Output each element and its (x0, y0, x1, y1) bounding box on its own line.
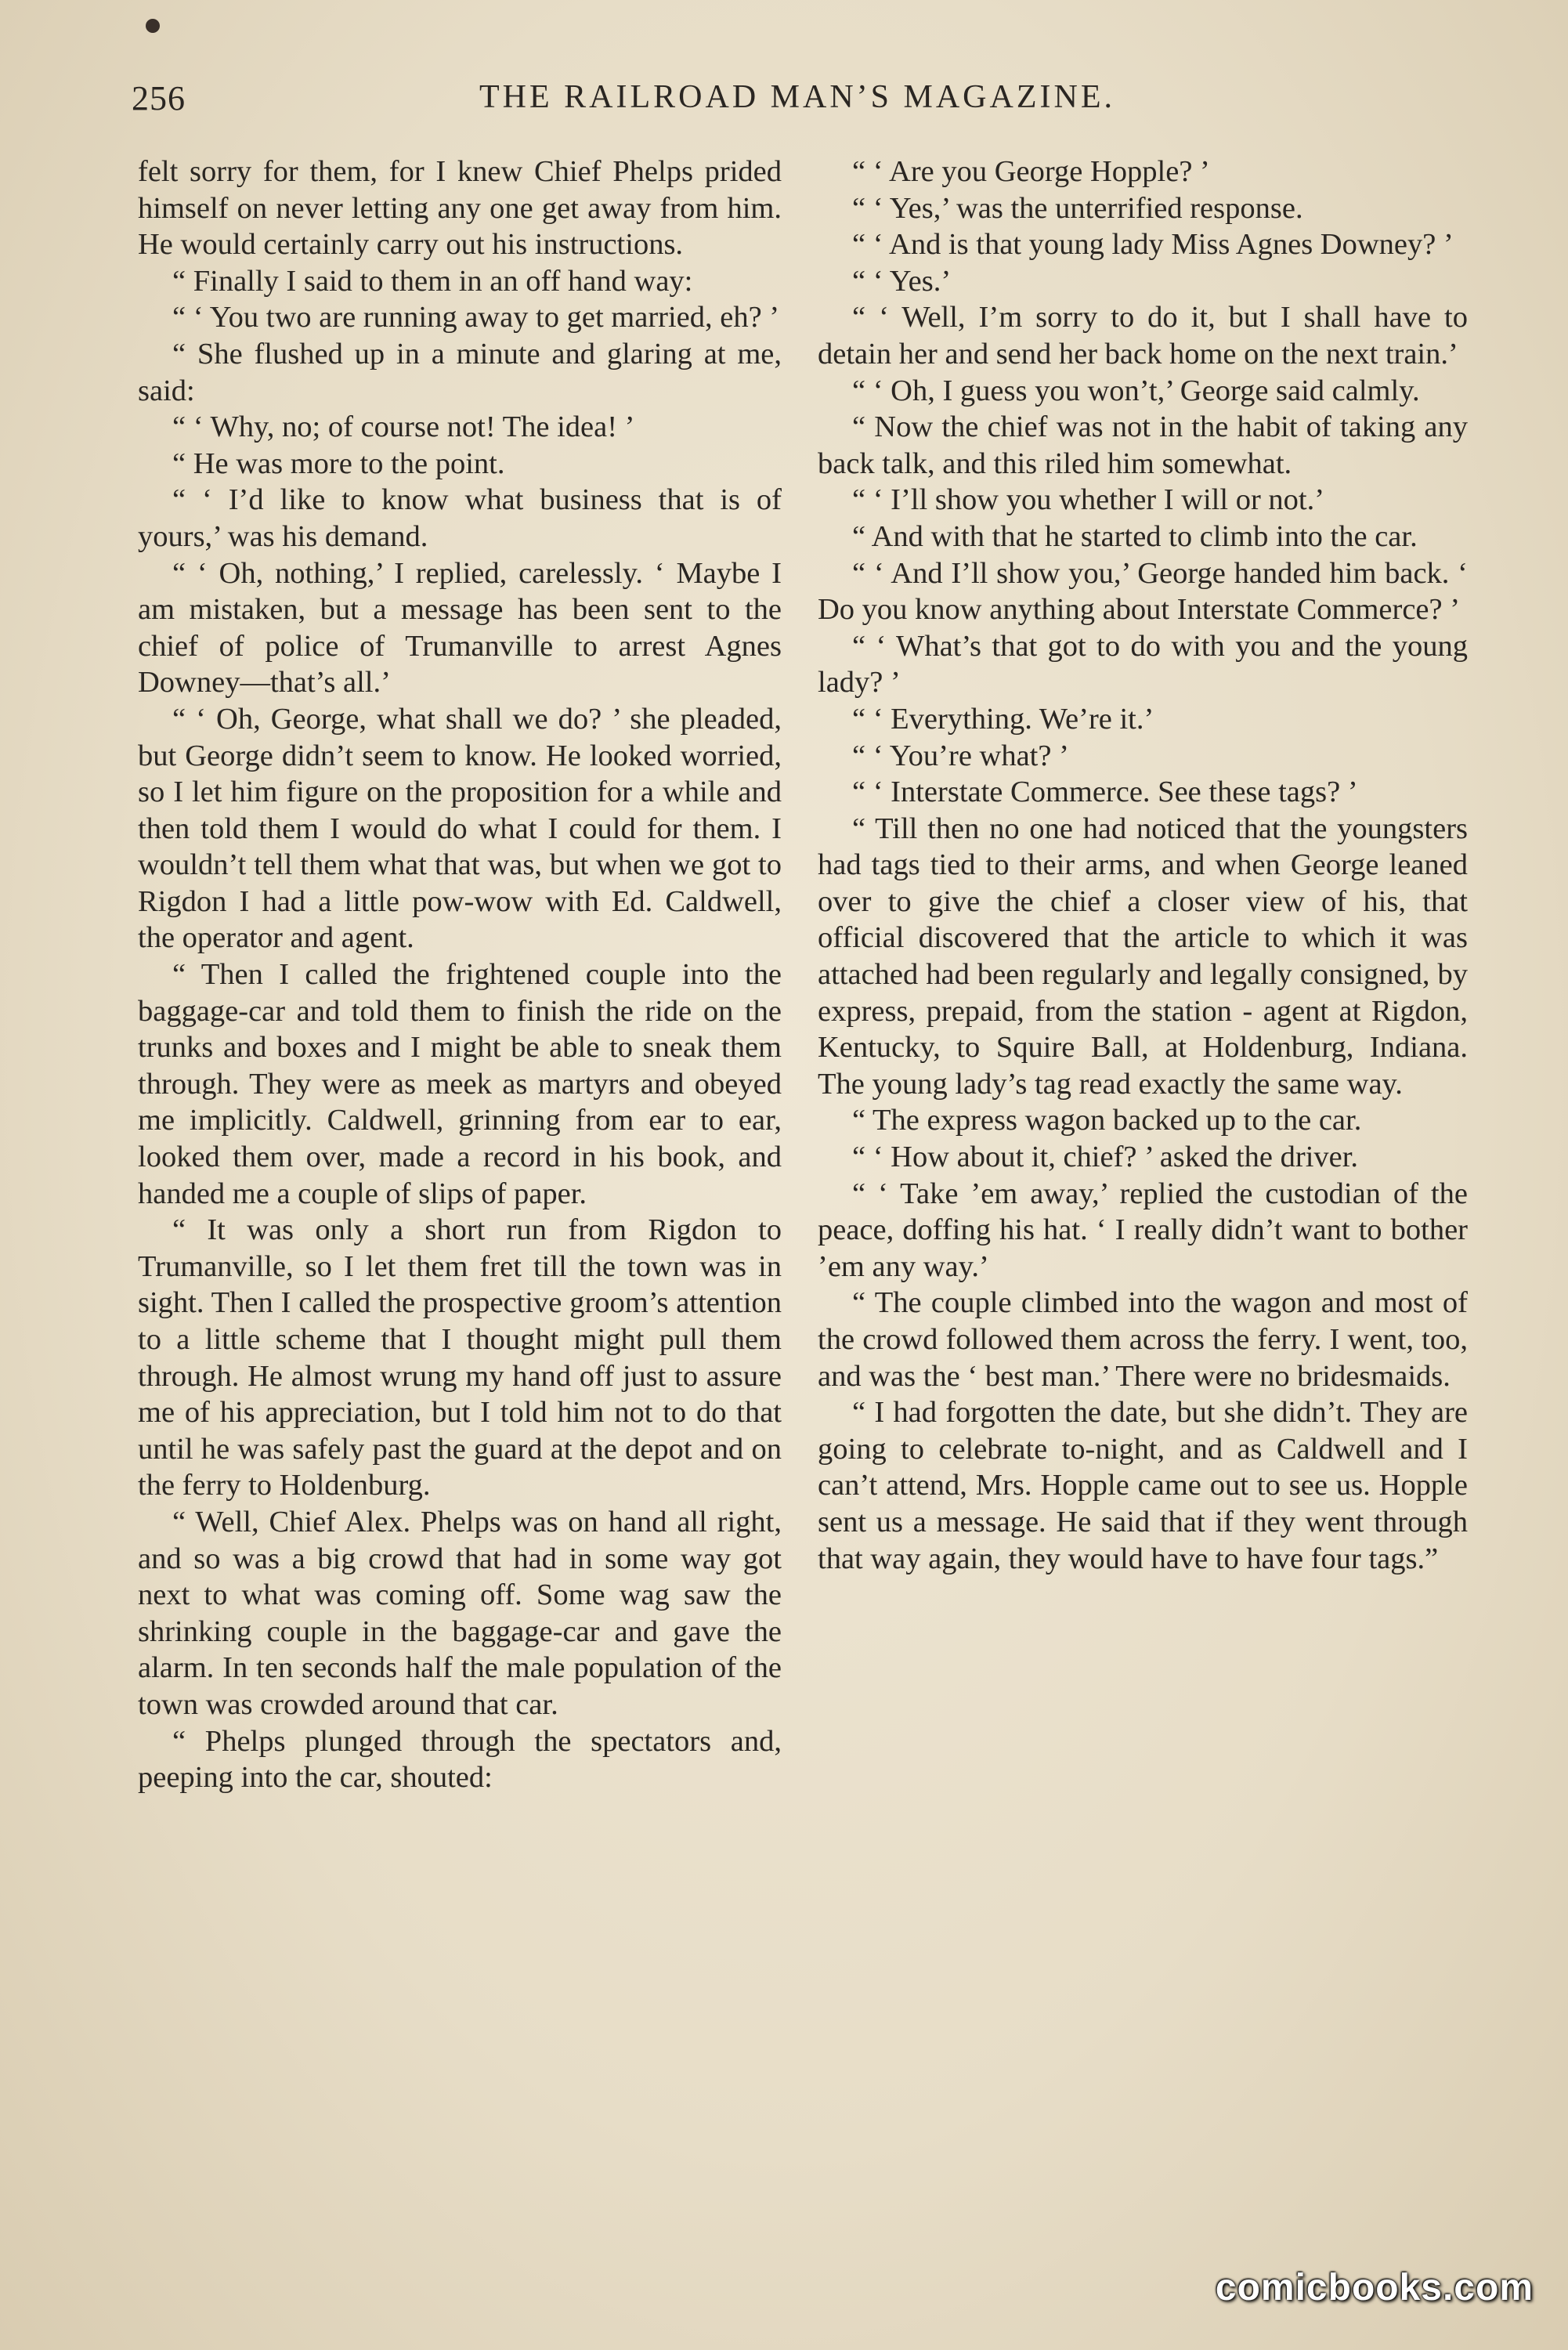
paragraph: felt sorry for them, for I knew Chief Phelps prided himself on never letting any one get away from him. He would certainly carry out his instructions. (138, 155, 782, 262)
paragraph: “ He was more to the point. (172, 446, 505, 480)
paragraph: “ ‘ I’d like to know what business that is of yours,’ was his demand. (138, 483, 782, 553)
page-header (132, 78, 1463, 125)
ink-blot (146, 19, 160, 33)
paragraph: “ The couple climbed into the wagon and most of the crowd followed them across the ferry. I went, too, and was the ‘ best man.’ There were no bridesmaids. (818, 1286, 1468, 1393)
paragraph: “ Well, Chief Alex. Phelps was on hand all right, and so was a big crowd that had in some way got next to what was coming off. Some wag saw the shrinking couple in the baggage-car and gave the alarm. In ten seconds half the male population of the town was crowded around that car. (138, 1505, 782, 1721)
paragraph: “ ‘ Interstate Commerce. See these tags? ’ (852, 776, 1358, 809)
paragraph: “ ‘ What’s that got to do with you and the young lady? ’ (818, 629, 1468, 700)
paragraph: “ ‘ You’re what? ’ (852, 739, 1069, 772)
watermark: comicbooks.com (1215, 2267, 1534, 2308)
paragraph: “ It was only a short run from Rigdon to Trumanville, so I let them fret till the town was in sight. Then I called the prospective groom’s attention to a little scheme that I thought might pull them through. He almost wrung my hand off just to assure me of his appreciation, but I told him not to do that until he was safely past the guard at the depot and on the ferry to Holdenburg. (138, 1213, 782, 1502)
paragraph: “ Phelps plunged through the spectators and, peeping into the car, shouted: (138, 1724, 782, 1795)
paragraph: “ Now the chief was not in the habit of taking any back talk, and this riled him somewhat. (818, 410, 1468, 480)
left-column (138, 154, 782, 1796)
right-column (818, 154, 1468, 1577)
paragraph: “ ‘ Take ’em away,’ replied the custodian of the peace, doffing his hat. ‘ I really didn’t want to bother ’em any way.’ (818, 1177, 1468, 1283)
paragraph: “ Then I called the frightened couple into the baggage-car and told them to finish the ride on the trunks and boxes and I might be able to sneak them through. They were as meek as martyrs and obeyed me implicitly. Caldwell, grinning from ear to ear, looked them over, made a record in his book, and handed me a couple of slips of paper. (138, 958, 782, 1210)
paragraph: “ I had forgotten the date, but she didn’t. They are going to celebrate to-night, and as Caldwell and I can’t attend, Mrs. Hopple came out to see us. Hopple sent us a message. He said that if they went through that way again, they would have to have four tags.” (818, 1396, 1468, 1575)
page-number: 256 (132, 79, 186, 118)
paragraph: “ ‘ And is that young lady Miss Agnes Downey? ’ (852, 228, 1454, 262)
paragraph: “ ‘ Are you George Hopple? ’ (852, 155, 1210, 188)
paragraph: “ The express wagon backed up to the car. (852, 1104, 1362, 1137)
paragraph: “ ‘ And I’ll show you,’ George handed him back. ‘ Do you know anything about Interstate Commerce? ’ (818, 556, 1468, 627)
paragraph: “ ‘ I’ll show you whether I will or not.’ (852, 483, 1325, 517)
paragraph: “ ‘ Yes.’ (852, 264, 952, 298)
paragraph: “ She flushed up in a minute and glaring at me, said: (138, 337, 782, 407)
paragraph: “ ‘ Oh, George, what shall we do? ’ she pleaded, but George didn’t seem to know. He looked worried, so I let him figure on the proposition for a while and then told them I would do what I could for them. I wouldn’t tell them what that was, but when we got to Rigdon I had a little pow-wow with Ed. Caldwell, the operator and agent. (138, 702, 782, 955)
paragraph: “ ‘ Oh, nothing,’ I replied, carelessly. ‘ Maybe I am mistaken, but a message has been sent to the chief of police of Trumanville to arrest Agnes Downey—that’s all.’ (138, 556, 782, 700)
running-title: THE RAILROAD MAN’S MAGAZINE. (479, 79, 1115, 115)
paragraph: “ ‘ How about it, chief? ’ asked the driver. (852, 1141, 1359, 1174)
paragraph: “ ‘ Oh, I guess you won’t,’ George said calmly. (852, 374, 1420, 407)
paragraph: “ ‘ Yes,’ was the unterrified response. (852, 191, 1303, 225)
paragraph: “ ‘ Why, no; of course not! The idea! ’ (172, 410, 635, 444)
paragraph: “ ‘ Everything. We’re it.’ (852, 702, 1154, 736)
paragraph: “ Finally I said to them in an off hand way: (172, 264, 693, 298)
paragraph: “ And with that he started to climb into the car. (852, 519, 1418, 553)
paragraph: “ ‘ You two are running away to get married, eh? ’ (172, 301, 780, 334)
paragraph: “ Till then no one had noticed that the youngsters had tags tied to their arms, and when George leaned over to give the chief a closer view of his, that official discovered that the article to which it was attached had been regularly and legally consigned, by express, prepaid, from the station - agent at Rigdon, Kentucky, to Squire Ball, at Holdenburg, Indiana. The young lady’s tag read exactly the same way. (818, 812, 1468, 1101)
paragraph: “ ‘ Well, I’m sorry to do it, but I shall have to detain her and send her back home on the next train.’ (818, 301, 1468, 371)
